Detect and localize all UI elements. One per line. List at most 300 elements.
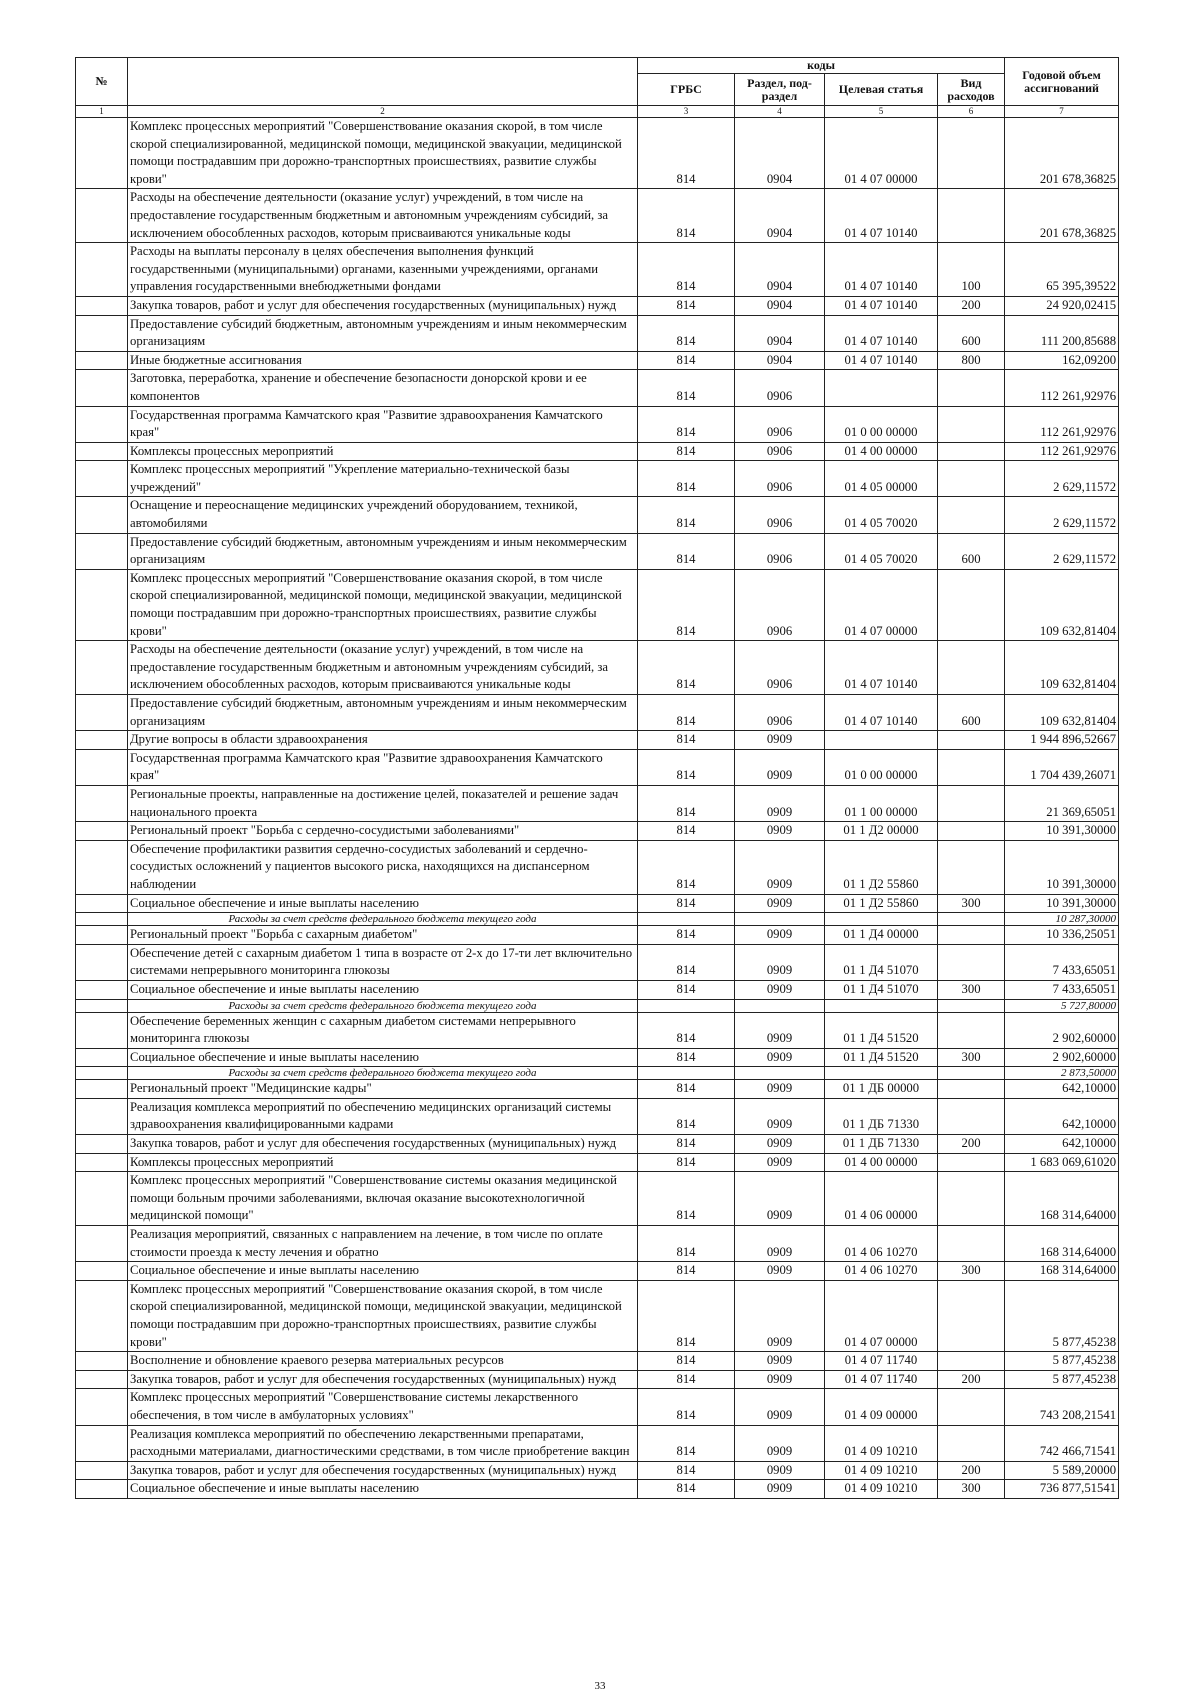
row-name: Социальное обеспечение и иные выплаты населению	[128, 980, 638, 999]
row-name: Восполнение и обновление краевого резерва материальных ресурсов	[128, 1352, 638, 1371]
row-section: 0906	[735, 533, 825, 569]
row-amount: 10 336,25051	[1005, 926, 1119, 945]
row-kind: 200	[938, 1135, 1005, 1154]
row-amount: 112 261,92976	[1005, 406, 1119, 442]
row-kind: 300	[938, 1262, 1005, 1281]
row-kind	[938, 1098, 1005, 1134]
row-section: 0906	[735, 695, 825, 731]
table-row	[76, 1135, 1119, 1154]
row-number	[76, 370, 128, 406]
row-amount: 21 369,65051	[1005, 785, 1119, 821]
table-row	[76, 1172, 1119, 1226]
row-target: 01 4 00 00000	[825, 1153, 938, 1172]
row-number	[76, 641, 128, 695]
row-grbs: 814	[638, 785, 735, 821]
row-amount: 10 391,30000	[1005, 894, 1119, 913]
row-name: Обеспечение профилактики развития сердечно-сосудистых заболеваний и сердечно-сосудистых осложнений у пациентов высокого риска, находящихся на диспансерном наблюдении	[128, 840, 638, 894]
row-target: 01 4 07 10140	[825, 296, 938, 315]
row-number	[76, 1098, 128, 1134]
page-number: 33	[594, 1680, 606, 1692]
table-row	[76, 944, 1119, 980]
row-number	[76, 785, 128, 821]
table-row	[76, 1425, 1119, 1461]
row-number	[76, 822, 128, 841]
row-amount: 24 920,02415	[1005, 296, 1119, 315]
row-section: 0906	[735, 461, 825, 497]
row-target: 01 4 07 10140	[825, 243, 938, 297]
row-name: Комплекс процессных мероприятий "Совершенствование оказания скорой, в том числе скорой специализированной, медицинской помощи, медицинской эвакуации, медицинской помощи пострадавшим при дорожно-транспортных происшествиях, развитие службы крови"	[128, 569, 638, 640]
table-body	[76, 118, 1119, 1499]
table-row	[76, 442, 1119, 461]
row-amount: 162,09200	[1005, 351, 1119, 370]
row-kind	[938, 641, 1005, 695]
row-number	[76, 1048, 128, 1067]
row-amount: 10 287,30000	[1005, 913, 1119, 926]
row-name: Социальное обеспечение и иные выплаты населению	[128, 1480, 638, 1499]
row-section: 0909	[735, 1352, 825, 1371]
row-section: 0909	[735, 1262, 825, 1281]
row-number	[76, 1262, 128, 1281]
row-section: 0909	[735, 1153, 825, 1172]
row-kind: 100	[938, 243, 1005, 297]
row-section: 0906	[735, 569, 825, 640]
row-name: Комплексы процессных мероприятий	[128, 1153, 638, 1172]
row-number	[76, 926, 128, 945]
row-name: Региональные проекты, направленные на достижение целей, показателей и решение задач национального проекта	[128, 785, 638, 821]
row-grbs: 814	[638, 1262, 735, 1281]
row-section: 0909	[735, 1172, 825, 1226]
row-section: 0904	[735, 351, 825, 370]
row-amount: 168 314,64000	[1005, 1262, 1119, 1281]
row-grbs: 814	[638, 1352, 735, 1371]
row-target: 01 1 Д4 00000	[825, 926, 938, 945]
row-grbs: 814	[638, 406, 735, 442]
row-number	[76, 731, 128, 750]
row-grbs: 814	[638, 442, 735, 461]
row-amount: 201 678,36825	[1005, 189, 1119, 243]
row-amount: 736 877,51541	[1005, 1480, 1119, 1499]
row-grbs: 814	[638, 749, 735, 785]
row-amount: 2 629,11572	[1005, 533, 1119, 569]
row-kind: 300	[938, 1048, 1005, 1067]
row-grbs: 814	[638, 243, 735, 297]
table-row	[76, 1153, 1119, 1172]
row-target: 01 4 07 00000	[825, 118, 938, 189]
row-kind: 300	[938, 980, 1005, 999]
row-number	[76, 980, 128, 999]
row-amount: 7 433,65051	[1005, 980, 1119, 999]
row-target: 01 4 07 00000	[825, 1280, 938, 1351]
row-kind	[938, 913, 1005, 926]
row-number	[76, 1172, 128, 1226]
row-grbs: 814	[638, 351, 735, 370]
table-row	[76, 1480, 1119, 1499]
table-row	[76, 731, 1119, 750]
row-kind	[938, 189, 1005, 243]
budget-table-sheet	[75, 57, 1118, 1499]
row-amount: 109 632,81404	[1005, 695, 1119, 731]
row-grbs	[638, 913, 735, 926]
row-name: Государственная программа Камчатского края "Развитие здравоохранения Камчатского края"	[128, 406, 638, 442]
column-number: 7	[1005, 106, 1119, 118]
table-row	[76, 822, 1119, 841]
row-name: Государственная программа Камчатского края "Развитие здравоохранения Камчатского края"	[128, 749, 638, 785]
table-row	[76, 497, 1119, 533]
row-name: Обеспечение беременных женщин с сахарным диабетом системами непрерывного мониторинга глюкозы	[128, 1012, 638, 1048]
table-row	[76, 1370, 1119, 1389]
table-header	[76, 58, 1119, 118]
row-amount: 642,10000	[1005, 1098, 1119, 1134]
row-section: 0906	[735, 442, 825, 461]
row-name: Реализация комплекса мероприятий по обеспечению медицинских организаций системы здравоохранения квалифицированными кадрами	[128, 1098, 638, 1134]
column-number: 1	[76, 106, 128, 118]
row-kind	[938, 1352, 1005, 1371]
row-number	[76, 944, 128, 980]
row-number	[76, 351, 128, 370]
row-amount: 65 395,39522	[1005, 243, 1119, 297]
row-target: 01 1 Д2 55860	[825, 840, 938, 894]
row-section: 0909	[735, 1098, 825, 1134]
row-number	[76, 189, 128, 243]
row-target: 01 4 09 10210	[825, 1480, 938, 1499]
row-section: 0909	[735, 731, 825, 750]
row-target: 01 1 ДБ 71330	[825, 1098, 938, 1134]
row-kind	[938, 944, 1005, 980]
row-number	[76, 1352, 128, 1371]
row-target	[825, 913, 938, 926]
row-section	[735, 1067, 825, 1080]
row-name: Расходы на выплаты персоналу в целях обеспечения выполнения функций государственными (муниципальными) органами, казенными учреждениями, органами управления государственными внебюджетными фондами	[128, 243, 638, 297]
row-name: Иные бюджетные ассигнования	[128, 351, 638, 370]
row-amount: 5 727,80000	[1005, 999, 1119, 1012]
table-row	[76, 1048, 1119, 1067]
row-section: 0906	[735, 497, 825, 533]
row-number	[76, 1135, 128, 1154]
row-section: 0909	[735, 1080, 825, 1099]
row-section: 0904	[735, 189, 825, 243]
row-section: 0909	[735, 1480, 825, 1499]
row-amount: 1 944 896,52667	[1005, 731, 1119, 750]
row-grbs: 814	[638, 118, 735, 189]
row-kind: 300	[938, 894, 1005, 913]
row-amount: 2 902,60000	[1005, 1048, 1119, 1067]
row-section: 0909	[735, 1370, 825, 1389]
row-name: Социальное обеспечение и иные выплаты населению	[128, 1262, 638, 1281]
row-target: 01 1 ДБ 71330	[825, 1135, 938, 1154]
row-section: 0909	[735, 1461, 825, 1480]
row-kind	[938, 406, 1005, 442]
table-row	[76, 461, 1119, 497]
row-section: 0904	[735, 243, 825, 297]
row-amount: 109 632,81404	[1005, 569, 1119, 640]
row-name: Расходы на обеспечение деятельности (оказание услуг) учреждений, в том числе на предоставление государственным бюджетным и автономным учреждениям субсидий, за исключением обособленных расходов, которым присваиваются уникальные коды	[128, 641, 638, 695]
row-target: 01 0 00 00000	[825, 749, 938, 785]
row-amount: 7 433,65051	[1005, 944, 1119, 980]
table-row	[76, 370, 1119, 406]
header-name-blank	[128, 58, 638, 106]
table-row	[76, 1280, 1119, 1351]
row-grbs: 814	[638, 1012, 735, 1048]
row-amount: 168 314,64000	[1005, 1172, 1119, 1226]
row-number	[76, 913, 128, 926]
row-grbs: 814	[638, 533, 735, 569]
row-section: 0909	[735, 926, 825, 945]
row-kind	[938, 1067, 1005, 1080]
row-section: 0909	[735, 749, 825, 785]
row-number	[76, 894, 128, 913]
row-amount: 201 678,36825	[1005, 118, 1119, 189]
row-number	[76, 840, 128, 894]
row-amount: 2 873,50000	[1005, 1067, 1119, 1080]
row-grbs: 814	[638, 189, 735, 243]
row-number	[76, 243, 128, 297]
row-grbs: 814	[638, 695, 735, 731]
header-section: Раздел, под-раздел	[735, 74, 825, 106]
row-target: 01 4 06 00000	[825, 1172, 938, 1226]
row-grbs: 814	[638, 315, 735, 351]
header-codes: коды	[638, 58, 1005, 74]
row-number	[76, 296, 128, 315]
row-grbs: 814	[638, 1425, 735, 1461]
row-target: 01 1 Д4 51520	[825, 1012, 938, 1048]
row-target: 01 4 07 10140	[825, 351, 938, 370]
table-row	[76, 749, 1119, 785]
row-target: 01 1 Д4 51070	[825, 980, 938, 999]
row-number	[76, 1425, 128, 1461]
row-name: Комплексы процессных мероприятий	[128, 442, 638, 461]
row-target	[825, 370, 938, 406]
row-grbs: 814	[638, 894, 735, 913]
row-name: Расходы за счет средств федерального бюджета текущего года	[128, 913, 638, 926]
row-target	[825, 1067, 938, 1080]
row-grbs: 814	[638, 296, 735, 315]
table-row	[76, 406, 1119, 442]
row-section	[735, 999, 825, 1012]
row-target: 01 4 07 10140	[825, 189, 938, 243]
row-section: 0904	[735, 296, 825, 315]
row-grbs: 814	[638, 822, 735, 841]
row-kind	[938, 118, 1005, 189]
row-kind	[938, 1226, 1005, 1262]
row-number	[76, 533, 128, 569]
column-number: 2	[128, 106, 638, 118]
row-kind	[938, 1389, 1005, 1425]
row-name: Закупка товаров, работ и услуг для обеспечения государственных (муниципальных) нужд	[128, 1370, 638, 1389]
row-target: 01 4 07 10140	[825, 641, 938, 695]
row-kind	[938, 1080, 1005, 1099]
table-row	[76, 1226, 1119, 1262]
header-kind: Вид расходов	[938, 74, 1005, 106]
row-target: 01 4 07 10140	[825, 695, 938, 731]
row-name: Предоставление субсидий бюджетным, автономным учреждениям и иным некоммерческим организациям	[128, 695, 638, 731]
row-number	[76, 1080, 128, 1099]
row-grbs: 814	[638, 926, 735, 945]
row-name: Закупка товаров, работ и услуг для обеспечения государственных (муниципальных) нужд	[128, 296, 638, 315]
row-section: 0909	[735, 822, 825, 841]
header-grbs: ГРБС	[638, 74, 735, 106]
federal-funds-row	[76, 1067, 1119, 1080]
federal-funds-row	[76, 999, 1119, 1012]
row-number	[76, 315, 128, 351]
row-amount: 2 902,60000	[1005, 1012, 1119, 1048]
header-target: Целевая статья	[825, 74, 938, 106]
table-row	[76, 1262, 1119, 1281]
row-name: Предоставление субсидий бюджетным, автономным учреждениям и иным некоммерческим организациям	[128, 533, 638, 569]
row-target: 01 4 05 70020	[825, 497, 938, 533]
row-target	[825, 999, 938, 1012]
row-section: 0909	[735, 894, 825, 913]
row-section: 0909	[735, 785, 825, 821]
row-number	[76, 999, 128, 1012]
row-number	[76, 1012, 128, 1048]
row-kind	[938, 1280, 1005, 1351]
row-kind: 200	[938, 296, 1005, 315]
row-number	[76, 497, 128, 533]
row-kind	[938, 1012, 1005, 1048]
row-kind	[938, 1172, 1005, 1226]
row-grbs: 814	[638, 1098, 735, 1134]
row-amount: 10 391,30000	[1005, 840, 1119, 894]
row-grbs: 814	[638, 370, 735, 406]
row-grbs: 814	[638, 840, 735, 894]
row-section: 0904	[735, 315, 825, 351]
row-number	[76, 1226, 128, 1262]
row-name: Закупка товаров, работ и услуг для обеспечения государственных (муниципальных) нужд	[128, 1135, 638, 1154]
row-kind: 200	[938, 1370, 1005, 1389]
row-kind	[938, 442, 1005, 461]
column-number: 6	[938, 106, 1005, 118]
row-amount: 5 589,20000	[1005, 1461, 1119, 1480]
table-row	[76, 785, 1119, 821]
row-kind	[938, 461, 1005, 497]
row-grbs: 814	[638, 1389, 735, 1425]
row-name: Региональный проект "Борьба с сердечно-сосудистыми заболеваниями"	[128, 822, 638, 841]
row-kind	[938, 840, 1005, 894]
row-amount: 1 683 069,61020	[1005, 1153, 1119, 1172]
table-row	[76, 315, 1119, 351]
row-number	[76, 118, 128, 189]
row-amount: 168 314,64000	[1005, 1226, 1119, 1262]
row-number	[76, 1153, 128, 1172]
row-target: 01 4 05 00000	[825, 461, 938, 497]
row-amount: 112 261,92976	[1005, 370, 1119, 406]
row-target: 01 1 Д2 00000	[825, 822, 938, 841]
table-row	[76, 351, 1119, 370]
row-grbs	[638, 999, 735, 1012]
row-grbs: 814	[638, 497, 735, 533]
table-row	[76, 695, 1119, 731]
row-kind	[938, 785, 1005, 821]
table-row	[76, 243, 1119, 297]
row-target: 01 4 09 10210	[825, 1425, 938, 1461]
row-kind	[938, 1153, 1005, 1172]
row-grbs: 814	[638, 1135, 735, 1154]
row-grbs: 814	[638, 1153, 735, 1172]
row-kind	[938, 370, 1005, 406]
row-amount: 642,10000	[1005, 1080, 1119, 1099]
row-name: Социальное обеспечение и иные выплаты населению	[128, 1048, 638, 1067]
row-amount: 2 629,11572	[1005, 497, 1119, 533]
row-amount: 109 632,81404	[1005, 641, 1119, 695]
row-number	[76, 695, 128, 731]
table-row	[76, 1389, 1119, 1425]
row-section: 0909	[735, 1048, 825, 1067]
row-name: Расходы за счет средств федерального бюджета текущего года	[128, 1067, 638, 1080]
row-number	[76, 1370, 128, 1389]
row-section: 0904	[735, 118, 825, 189]
row-section: 0909	[735, 1280, 825, 1351]
row-target: 01 4 05 70020	[825, 533, 938, 569]
row-target: 01 1 ДБ 00000	[825, 1080, 938, 1099]
table-row	[76, 980, 1119, 999]
row-number	[76, 406, 128, 442]
table-row	[76, 641, 1119, 695]
row-grbs: 814	[638, 461, 735, 497]
column-number: 4	[735, 106, 825, 118]
row-section: 0909	[735, 944, 825, 980]
row-name: Комплекс процессных мероприятий "Совершенствование системы оказания медицинской помощи больным прочими заболеваниями, включая оказание высокотехнологичной медицинской помощи"	[128, 1172, 638, 1226]
table-row	[76, 189, 1119, 243]
row-number	[76, 1280, 128, 1351]
row-grbs: 814	[638, 980, 735, 999]
header-amount: Годовой объем ассигнований	[1005, 58, 1119, 106]
row-grbs: 814	[638, 569, 735, 640]
row-section: 0909	[735, 1012, 825, 1048]
row-number	[76, 749, 128, 785]
row-grbs: 814	[638, 731, 735, 750]
row-name: Оснащение и переоснащение медицинских учреждений оборудованием, техникой, автомобилями	[128, 497, 638, 533]
budget-allocations-table	[75, 57, 1119, 1499]
row-section: 0909	[735, 840, 825, 894]
table-row	[76, 1352, 1119, 1371]
row-name: Реализация мероприятий, связанных с направлением на лечение, в том числе по оплате стоимости проезда к месту лечения и обратно	[128, 1226, 638, 1262]
row-number	[76, 461, 128, 497]
table-row	[76, 840, 1119, 894]
row-target	[825, 731, 938, 750]
row-amount: 111 200,85688	[1005, 315, 1119, 351]
row-kind	[938, 731, 1005, 750]
column-number: 5	[825, 106, 938, 118]
row-grbs: 814	[638, 1280, 735, 1351]
row-grbs: 814	[638, 1461, 735, 1480]
table-row	[76, 296, 1119, 315]
row-kind	[938, 749, 1005, 785]
row-section: 0909	[735, 1226, 825, 1262]
row-grbs: 814	[638, 1080, 735, 1099]
row-name: Расходы на обеспечение деятельности (оказание услуг) учреждений, в том числе на предоставление государственным бюджетным и автономным учреждениям субсидий, за исключением обособленных расходов, которым присваиваются уникальные коды	[128, 189, 638, 243]
row-section	[735, 913, 825, 926]
row-name: Региональный проект "Борьба с сахарным диабетом"	[128, 926, 638, 945]
row-name: Заготовка, переработка, хранение и обеспечение безопасности донорской крови и ее компонентов	[128, 370, 638, 406]
row-name: Реализация комплекса мероприятий по обеспечению лекарственными препаратами, расходными материалами, диагностическими средствами, в том числе приобретение вакцин	[128, 1425, 638, 1461]
row-amount: 112 261,92976	[1005, 442, 1119, 461]
row-kind: 600	[938, 695, 1005, 731]
row-target: 01 4 06 10270	[825, 1226, 938, 1262]
column-number: 3	[638, 106, 735, 118]
row-name: Другие вопросы в области здравоохранения	[128, 731, 638, 750]
row-name: Комплекс процессных мероприятий "Совершенствование оказания скорой, в том числе скорой специализированной, медицинской помощи, медицинской эвакуации, медицинской помощи пострадавшим при дорожно-транспортных происшествиях, развитие службы крови"	[128, 118, 638, 189]
table-row	[76, 894, 1119, 913]
row-section: 0909	[735, 1135, 825, 1154]
row-name: Закупка товаров, работ и услуг для обеспечения государственных (муниципальных) нужд	[128, 1461, 638, 1480]
row-name: Комплекс процессных мероприятий "Совершенствование оказания скорой, в том числе скорой специализированной, медицинской помощи, медицинской эвакуации, медицинской помощи пострадавшим при дорожно-транспортных происшествиях, развитие службы крови"	[128, 1280, 638, 1351]
row-amount: 2 629,11572	[1005, 461, 1119, 497]
row-section: 0909	[735, 980, 825, 999]
row-target: 01 0 00 00000	[825, 406, 938, 442]
row-target: 01 1 00 00000	[825, 785, 938, 821]
row-target: 01 4 07 10140	[825, 315, 938, 351]
row-section: 0906	[735, 641, 825, 695]
